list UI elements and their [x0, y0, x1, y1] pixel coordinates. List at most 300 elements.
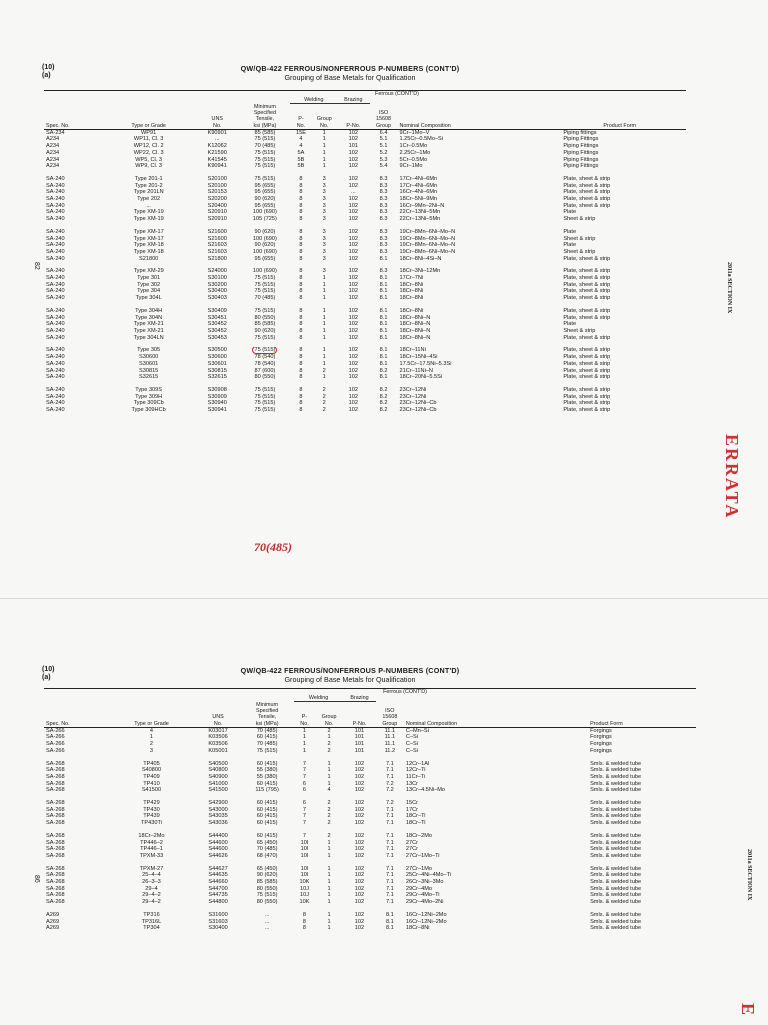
cell-uns-no: S43035 — [208, 813, 228, 820]
cell-brazing-p-no: 102 — [348, 295, 358, 302]
cell-p-no: 8 — [299, 334, 303, 341]
cell-brazing-p-no: 102 — [354, 806, 365, 813]
cell-p-no: 8 — [299, 386, 303, 393]
errata-stamp: ERRATA — [722, 434, 742, 520]
cell-nominal-composition: 23Cr–12Ni–Cb — [399, 407, 437, 414]
cell-min-tensile: 75 (515) — [254, 275, 276, 282]
cell-uns-no: S30940 — [207, 400, 227, 407]
cell-spec-no: SA-268 — [46, 773, 65, 780]
cell-group-no: 3 — [322, 248, 326, 255]
cell-uns-no: S30409 — [207, 307, 227, 314]
table-row — [44, 727, 696, 734]
cell-nominal-composition: 11Cr–Ti — [405, 773, 426, 780]
table-row — [44, 242, 686, 249]
table-row — [44, 853, 696, 860]
cell-brazing-p-no: ... — [350, 189, 356, 196]
cell-group-no: 1 — [322, 307, 326, 314]
cell-nominal-composition: 18Cr–8Ni–N — [399, 314, 431, 321]
cell-uns-no: S21603 — [207, 248, 227, 255]
cell-group-no: 3 — [322, 268, 326, 275]
cell-brazing-p-no: 101 — [354, 741, 365, 748]
cell-iso-group: 7.1 — [385, 872, 394, 879]
cell-iso-group: 8.3 — [379, 228, 388, 235]
cell-brazing-p-no: 102 — [354, 780, 365, 787]
cell-spec-no: SA-240 — [46, 360, 65, 367]
cell-min-tensile: 60 (415) — [256, 800, 278, 807]
cell-spec-no: SA-268 — [46, 800, 65, 807]
table-row — [44, 400, 686, 407]
cell-group-no: 3 — [322, 242, 326, 249]
cell-brazing-p-no: 102 — [348, 275, 358, 282]
cell-brazing-p-no: 102 — [354, 918, 365, 925]
cell-product-form: Smls. & welded tube — [590, 911, 642, 918]
cell-product-form: Piping fittings — [563, 129, 597, 136]
cell-uns-no: S44400 — [208, 832, 228, 839]
cell-min-tensile — [239, 347, 290, 354]
table-row — [44, 368, 686, 375]
cell-type-grade: TP304 — [143, 925, 160, 932]
cell-uns-no: S44635 — [208, 872, 228, 879]
cell-iso-group: 7.1 — [385, 839, 394, 846]
cell-brazing-p-no: 102 — [348, 202, 358, 209]
cell-spec-no: SA-240 — [46, 288, 65, 295]
table-row — [44, 774, 696, 781]
table-row — [44, 150, 686, 157]
cell-min-tensile: 95 (655) — [254, 189, 276, 196]
cell-brazing-p-no: 102 — [348, 321, 358, 328]
cell-brazing-p-no: 102 — [348, 400, 358, 407]
cell-uns-no: S40900 — [208, 773, 228, 780]
cell-iso-group: 7.1 — [385, 885, 394, 892]
cell-group-no: 1 — [327, 885, 331, 892]
cell-min-tensile: 90 (620) — [256, 872, 278, 879]
cell-spec-no: A269 — [46, 925, 60, 932]
cell-product-form: Forgings — [590, 734, 612, 741]
cell-min-tensile: 95 (655) — [254, 182, 276, 189]
cell-group-no: 1 — [322, 295, 326, 302]
cell-brazing-p-no: 102 — [348, 163, 358, 170]
cell-product-form: Smls. & welded tube — [590, 760, 642, 767]
cell-product-form: Plate, sheet & strip — [563, 182, 611, 189]
cell-group-no: 3 — [322, 189, 326, 196]
cell-p-no: 1 — [302, 747, 307, 754]
cell-uns-no: S30600 — [207, 354, 227, 361]
cell-group-no: 1 — [322, 334, 326, 341]
col-product-form: Product Form — [572, 702, 696, 727]
cell-brazing-p-no: 102 — [354, 839, 365, 846]
cell-type-grade: 26–3–3 — [142, 879, 161, 886]
cell-group-no: 1 — [322, 136, 326, 143]
cell-nominal-composition: 18Cr–8Ni — [399, 288, 424, 295]
cell-iso-group: 7.1 — [385, 820, 394, 827]
col-product-form: Product Form — [553, 104, 686, 129]
cell-product-form: Smls. & welded tube — [590, 879, 642, 886]
cell-min-tensile: 70 (485) — [254, 295, 276, 302]
table-row — [44, 879, 696, 886]
cell-p-no: 1 — [302, 734, 307, 741]
cell-spec-no: SA-268 — [46, 806, 65, 813]
cell-iso-group: 11.1 — [384, 734, 396, 741]
cell-nominal-composition: 13Cr–4.5Ni–Mo — [405, 787, 446, 794]
cell-product-form: Plate, sheet & strip — [563, 367, 611, 374]
table-row — [44, 833, 696, 840]
cell-nominal-composition: 21Cr–11Ni–N — [399, 367, 433, 374]
cell-type-grade: WP9, Cl. 3 — [135, 163, 163, 170]
cell-type-grade: Type 202 — [137, 196, 161, 203]
cell-spec-no: SA-268 — [46, 767, 65, 774]
col-iso-group: ISO 15608 Group — [370, 104, 398, 129]
cell-spec-no: A234 — [46, 156, 60, 163]
table-row — [44, 321, 686, 328]
cell-type-grade: Type 304H — [135, 307, 163, 314]
cell-iso-group: 7.1 — [385, 852, 394, 859]
cell-spec-no: SA-240 — [46, 235, 65, 242]
cell-spec-no: SA-240 — [46, 248, 65, 255]
cell-brazing-p-no: 102 — [348, 228, 358, 235]
cell-iso-group: 7.1 — [385, 773, 394, 780]
cell-type-grade: 29–4–2 — [142, 892, 161, 899]
cell-iso-group: 7.1 — [385, 832, 394, 839]
cell-spec-no: SA-240 — [46, 189, 65, 196]
cell-nominal-composition: 16Cr–12Ni–2Mo — [405, 911, 447, 918]
cell-nominal-composition: 18Cr–8Ni — [399, 281, 424, 288]
cell-type-grade: Type 201-1 — [134, 175, 163, 182]
cell-group-no: 3 — [322, 209, 326, 216]
cell-brazing-p-no: 102 — [354, 885, 365, 892]
cell-group-no: 1 — [322, 374, 326, 381]
cell-min-tensile: 60 (415) — [256, 813, 278, 820]
cell-product-form: Plate, sheet & strip — [563, 407, 611, 414]
cell-iso-group: 7.1 — [385, 767, 394, 774]
cell-p-no: 10I — [300, 872, 309, 879]
cell-p-no: 8 — [299, 275, 303, 282]
cell-group-no: 1 — [327, 760, 331, 767]
cell-spec-no: SA-240 — [46, 182, 65, 189]
cell-brazing-p-no: 102 — [348, 149, 358, 156]
cell-product-form: Smls. & welded tube — [590, 925, 642, 932]
cell-type-grade: Type XM-17 — [133, 228, 164, 235]
cell-type-grade: TPXM-27 — [139, 865, 164, 872]
cell-p-no: 6 — [302, 787, 307, 794]
page-number: 82 — [33, 262, 40, 270]
cell-p-no: 8 — [299, 374, 303, 381]
cell-p-no: 10K — [299, 879, 310, 886]
cell-nominal-composition: 17Cr–4Ni–6Mn — [399, 175, 438, 182]
cell-brazing-p-no: 102 — [348, 182, 358, 189]
cell-uns-no: S30909 — [207, 393, 227, 400]
cell-brazing-p-no: 102 — [354, 767, 365, 774]
cell-brazing-p-no: 102 — [354, 879, 365, 886]
cell-brazing-p-no: 102 — [348, 374, 358, 381]
cell-min-tensile: 55 (380) — [256, 773, 278, 780]
cell-spec-no: SA-240 — [46, 268, 65, 275]
cell-brazing-p-no: 102 — [348, 209, 358, 216]
cell-iso-group: 7.1 — [385, 865, 394, 872]
col-spec-no: Spec. No. — [44, 702, 107, 727]
p-numbers-table — [44, 688, 696, 932]
cell-spec-no: SA-240 — [46, 307, 65, 314]
table-row — [44, 268, 686, 275]
cell-iso-group: 8.1 — [379, 307, 388, 314]
cell-brazing-p-no: 101 — [354, 727, 365, 734]
cell-min-tensile: 75 (515) — [254, 281, 276, 288]
cell-type-grade: 2 — [149, 741, 154, 748]
table-row — [44, 748, 696, 755]
footnote-number: (10) — [42, 64, 55, 71]
table-row — [44, 820, 696, 827]
cell-iso-group: 8.3 — [379, 182, 388, 189]
cell-product-form: Plate, sheet & strip — [563, 386, 611, 393]
cell-spec-no: SA-268 — [46, 865, 65, 872]
table-row — [44, 781, 696, 788]
cell-type-grade: Type 302 — [137, 281, 161, 288]
cell-uns-no: S21800 — [207, 255, 227, 262]
cell-product-form: Plate, sheet & strip — [563, 275, 611, 282]
cell-brazing-p-no: 102 — [354, 820, 365, 827]
cell-p-no: 8 — [299, 189, 303, 196]
cell-product-form: Piping Fittings — [563, 163, 599, 170]
cell-spec-no: SA-240 — [46, 275, 65, 282]
cell-p-no: 5A — [297, 149, 305, 156]
cell-product-form: Plate, sheet & strip — [563, 288, 611, 295]
cell-iso-group: 8.1 — [379, 334, 388, 341]
cell-type-grade: Type 309H — [135, 393, 163, 400]
cell-spec-no: SA-266 — [46, 734, 65, 741]
cell-spec-no: SA-240 — [46, 295, 65, 302]
cell-brazing-p-no: 102 — [348, 314, 358, 321]
table-row — [44, 229, 686, 236]
cell-brazing-p-no: 102 — [348, 242, 358, 249]
cell-group-no: 1 — [327, 911, 331, 918]
cell-min-tensile: 70 (485) — [256, 741, 278, 748]
cell-nominal-composition: 18Cr–8Ni — [399, 307, 424, 314]
cell-nominal-composition: 18Cr–8Ni–N — [399, 328, 431, 334]
cell-spec-no: SA-240 — [46, 242, 65, 249]
cell-min-tensile: 68 (470) — [256, 852, 278, 859]
cell-min-tensile: ... — [264, 925, 270, 932]
cell-p-no: 7 — [302, 773, 307, 780]
cell-spec-no: SA-266 — [46, 741, 65, 748]
cell-nominal-composition: C–Mn–Si — [405, 727, 429, 734]
cell-p-no: 1 — [302, 741, 307, 748]
table-row — [44, 919, 696, 926]
cell-type-grade: TP316 — [143, 911, 160, 918]
table-row — [44, 899, 696, 906]
col-nominal-composition: Nominal Composition — [398, 104, 554, 129]
cell-p-no: 8 — [299, 255, 303, 262]
cell-type-grade: Type 309Cb — [133, 400, 164, 407]
cell-product-form: Plate, sheet & strip — [563, 175, 611, 182]
cell-iso-group: 8.3 — [379, 268, 388, 275]
cell-uns-no: S43036 — [208, 820, 228, 827]
cell-uns-no: S44626 — [208, 852, 228, 859]
cell-uns-no: S20100 — [207, 175, 227, 182]
cell-nominal-composition: 29Cr–4Mo–Ti — [405, 892, 440, 899]
table-row — [44, 183, 686, 190]
cell-nominal-composition: 22Cr–13Ni–5Mn — [399, 209, 441, 216]
cell-type-grade: TP409 — [143, 773, 160, 780]
cell-brazing-p-no: 102 — [348, 281, 358, 288]
cell-uns-no: S30400 — [207, 288, 227, 295]
cell-product-form: Plate, sheet & strip — [563, 202, 611, 209]
cell-min-tensile: 95 (655) — [254, 255, 276, 262]
cell-type-grade: Type 304L — [135, 295, 162, 302]
cell-uns-no: K12062 — [207, 143, 227, 150]
col-uns-no: UNS No. — [195, 104, 239, 129]
cell-nominal-composition: 16Cr–12Ni–2Mo — [405, 918, 447, 925]
table-body — [44, 129, 686, 414]
cell-type-grade: S30601 — [139, 360, 159, 367]
cell-type-grade: WP5, Cl. 3 — [135, 156, 163, 163]
cell-type-grade: 1 — [149, 734, 154, 741]
cell-nominal-composition: 18Cr–2Mo — [405, 832, 432, 839]
cell-min-tensile: 95 (655) — [254, 202, 276, 209]
cell-spec-no: SA-240 — [46, 228, 65, 235]
cell-product-form: Smls. & welded tube — [590, 832, 642, 839]
cell-iso-group: 8.3 — [379, 242, 388, 249]
cell-brazing-p-no: 102 — [348, 288, 358, 295]
cell-min-tensile: ... — [264, 918, 270, 925]
cell-group-no: 3 — [322, 255, 326, 262]
side-label: 2011a SECTION IX — [746, 849, 752, 901]
cell-min-tensile: 65 (450) — [256, 865, 278, 872]
cell-min-tensile: 60 (415) — [256, 780, 278, 787]
cell-nominal-composition: 18Cr–8Ni–N — [399, 334, 431, 341]
cell-iso-group: 8.1 — [379, 288, 388, 295]
cell-nominal-composition: 18Cr–3Ni–12Mn — [399, 268, 441, 275]
table-row — [44, 361, 686, 368]
table-row — [44, 846, 696, 853]
cell-uns-no: S43000 — [208, 806, 228, 813]
cell-spec-no: SA-240 — [46, 175, 65, 182]
cell-brazing-p-no: 102 — [354, 832, 365, 839]
cell-product-form: Plate, sheet & strip — [563, 307, 611, 314]
cell-min-tensile: 100 (690) — [252, 209, 277, 216]
cell-spec-no: SA-240 — [46, 321, 65, 328]
cell-group-no: 2 — [327, 832, 331, 839]
cell-spec-no: SA-268 — [46, 832, 65, 839]
cell-group-no: 2 — [322, 367, 326, 374]
cell-group-no: 1 — [322, 163, 326, 170]
table-row — [44, 143, 686, 150]
cell-group-no: 2 — [327, 747, 331, 754]
cell-nominal-composition: 18Cr–Ti — [405, 820, 426, 827]
table-row — [44, 129, 686, 136]
cell-type-grade: S40800 — [141, 767, 162, 774]
cell-group-no: 1 — [327, 879, 331, 886]
cell-nominal-composition: 19Cr–8Mn–6Ni–Mo–N — [399, 242, 456, 249]
cell-spec-no: A234 — [46, 149, 60, 156]
cell-brazing-p-no: 102 — [354, 760, 365, 767]
cell-nominal-composition: 18Cr–8Ni–4Si–N — [399, 255, 442, 262]
cell-uns-no: S44627 — [208, 865, 228, 872]
cell-type-grade: TP429 — [143, 800, 160, 807]
cell-p-no: 8 — [299, 407, 303, 414]
cell-spec-no: SA-240 — [46, 328, 65, 334]
table-row — [44, 189, 686, 196]
cell-product-form: Plate, sheet & strip — [563, 255, 611, 262]
cell-type-grade: TP446–2 — [140, 839, 163, 846]
cell-uns-no: S44600 — [208, 846, 228, 853]
cell-product-form: Plate, sheet & strip — [563, 347, 611, 354]
col-spec-no: Spec. No. — [44, 104, 102, 129]
cell-iso-group: 8.3 — [379, 202, 388, 209]
table-title: QW/QB-422 FERROUS/NONFERROUS P-NUMBERS (CONT'D) — [240, 64, 460, 73]
cell-iso-group: 8.2 — [379, 400, 388, 407]
cell-p-no: 10I — [300, 839, 309, 846]
cell-spec-no: SA-240 — [46, 354, 65, 361]
cell-uns-no: K03506 — [208, 741, 228, 748]
cell-product-form: Forgings — [590, 741, 612, 748]
cell-uns-no: S20153 — [207, 189, 227, 196]
cell-spec-no: SA-268 — [46, 846, 65, 853]
cell-min-tensile: 75 (515) — [256, 892, 278, 899]
table-row — [44, 209, 686, 216]
cell-spec-no: SA-268 — [46, 899, 65, 906]
table-row — [44, 203, 686, 210]
cell-group-no: 3 — [322, 175, 326, 182]
cell-iso-group: 5.1 — [379, 143, 388, 150]
cell-nominal-composition: 17Cr–4Ni–6Mn — [399, 182, 438, 189]
cell-spec-no: SA-240 — [46, 393, 65, 400]
cell-p-no: 8 — [299, 216, 303, 223]
cell-uns-no: S30815 — [207, 367, 227, 374]
cell-nominal-composition: 1Cr–0.5Mo — [399, 143, 428, 150]
cell-product-form: Plate, sheet & strip — [563, 393, 611, 400]
cell-nominal-composition: 17Cr–7Ni — [399, 275, 424, 282]
cell-group-no: 1 — [327, 872, 331, 879]
cell-iso-group: 8.3 — [379, 189, 388, 196]
cell-iso-group: 5.1 — [379, 136, 388, 143]
cell-nominal-composition: 23Cr–12Ni — [399, 393, 427, 400]
cell-p-no: 8 — [299, 328, 303, 334]
cell-brazing-p-no: 102 — [354, 911, 365, 918]
cell-type-grade: 4 — [149, 727, 154, 734]
cell-p-no: 7 — [302, 760, 307, 767]
col-group-no: Group No. — [311, 104, 337, 129]
cell-product-form: Smls. & welded tube — [590, 767, 642, 774]
cell-brazing-p-no: 102 — [348, 307, 358, 314]
cell-min-tensile: 55 (380) — [256, 767, 278, 774]
col-iso-group: ISO 15608 Group — [376, 702, 404, 727]
cell-nominal-composition: 18Cr–8Ni–N — [399, 321, 431, 328]
cell-group-no: 1 — [327, 846, 331, 853]
cell-uns-no: S30500 — [207, 347, 227, 354]
col-type-grade: Type or Grade — [107, 702, 196, 727]
cell-min-tensile: 75 (515) — [254, 175, 276, 182]
table-title: QW/QB-422 FERROUS/NONFERROUS P-NUMBERS (CONT'D) — [240, 666, 460, 675]
cell-spec-no: SA-240 — [46, 281, 65, 288]
cell-min-tensile: 70 (485) — [254, 143, 276, 150]
cell-p-no: 8 — [299, 314, 303, 321]
table-header — [44, 91, 686, 130]
cell-iso-group: 5.4 — [379, 163, 388, 170]
document-page-86 — [0, 598, 768, 1025]
cell-p-no: 8 — [299, 400, 303, 407]
cell-spec-no: SA-268 — [46, 839, 65, 846]
cell-nominal-composition: 23Cr–12Ni–Cb — [399, 400, 437, 407]
table-title-block — [0, 666, 700, 684]
cell-spec-no: SA-240 — [46, 202, 65, 209]
cell-uns-no: S30601 — [207, 360, 227, 367]
cell-type-grade: Type 301 — [137, 275, 161, 282]
cell-iso-group: 6.4 — [379, 129, 388, 136]
cell-brazing-p-no: 102 — [348, 216, 358, 223]
cell-brazing-p-no: 102 — [354, 852, 365, 859]
col-min-tensile: Minimum Specified Tensile, ksi (MPa) — [240, 702, 294, 727]
cell-iso-group: 8.1 — [379, 275, 388, 282]
cell-product-form: Plate, sheet & strip — [563, 314, 611, 321]
